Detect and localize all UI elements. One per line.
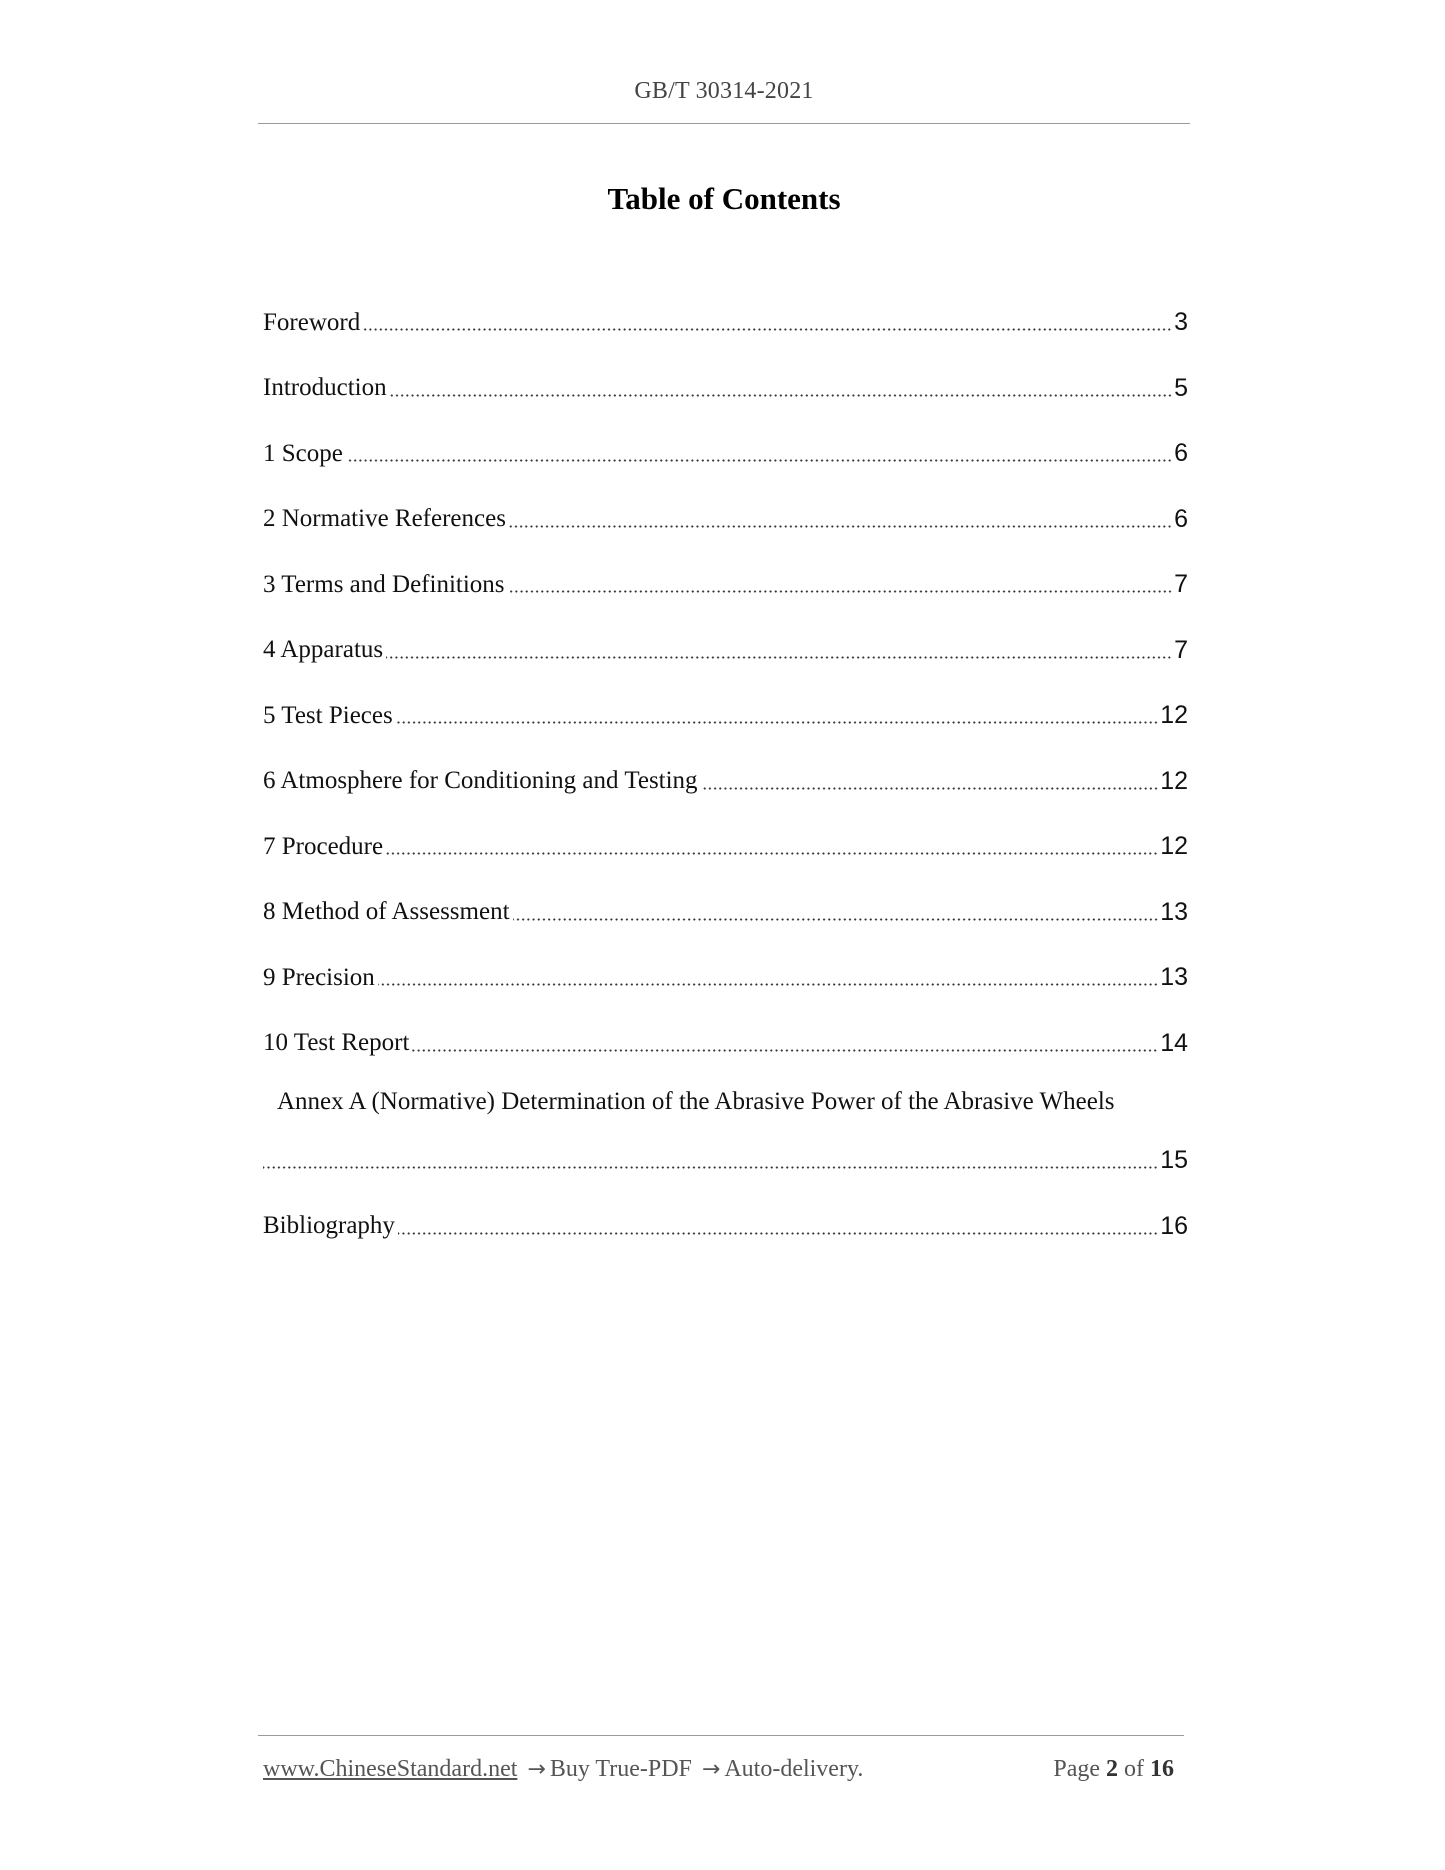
page-word: Page (1053, 1756, 1100, 1782)
page-number (1053, 1756, 1180, 1783)
toc-entry-label: Bibliography (263, 1212, 395, 1240)
toc-entry-label: 5 Test Pieces (263, 701, 393, 729)
footer-step-delivery: Auto-delivery. (724, 1756, 864, 1782)
dot-leader (412, 1049, 1158, 1052)
toc-entry-label: 8 Method of Assessment (263, 898, 510, 926)
of-word: of (1124, 1756, 1144, 1782)
dot-leader (701, 787, 1159, 790)
dot-leader (386, 852, 1158, 855)
toc-entry-page: 6 (1174, 504, 1188, 533)
toc-entry-page: 14 (1160, 1028, 1188, 1057)
dot-leader (386, 656, 1172, 659)
toc-entry-page: 13 (1160, 897, 1188, 926)
dot-leader (363, 328, 1172, 331)
toc-entry-method-of-assessment[interactable] (263, 880, 1188, 946)
toc-entry-page: 16 (1160, 1211, 1188, 1240)
dot-leader (509, 525, 1172, 528)
toc-entry-label: Foreword (263, 308, 361, 336)
toc-entry-label: 4 Apparatus (263, 636, 384, 664)
toc-entry-terms-and-definitions[interactable] (263, 552, 1188, 618)
dot-leader (378, 983, 1158, 986)
dot-leader (513, 918, 1159, 921)
toc-entry-page: 6 (1174, 439, 1188, 468)
toc-entry-label: 3 Terms and Definitions (263, 570, 505, 598)
toc-entry-apparatus[interactable] (263, 618, 1188, 684)
toc-entry-page: 3 (1174, 308, 1188, 337)
toc-entry-page: 13 (1160, 963, 1188, 992)
toc-entry-foreword[interactable] (263, 290, 1188, 356)
toc-entry-page: 5 (1174, 373, 1188, 402)
dot-leader (346, 459, 1172, 462)
footer-step-buy: Buy True-PDF (549, 1756, 692, 1782)
toc-entry-annex-a[interactable] (263, 1076, 1188, 1128)
arrow-right-icon: → (701, 1757, 721, 1782)
toc-entry-page: 15 (1160, 1146, 1188, 1175)
toc-entry-page: 12 (1160, 766, 1188, 795)
footer-divider (258, 1735, 1184, 1736)
footer-promo (263, 1756, 863, 1783)
toc-entry-annex-a-leader-line[interactable] (263, 1128, 1188, 1194)
toc-entry-label: 2 Normative References (263, 505, 506, 533)
page-current: 2 (1106, 1756, 1118, 1782)
dot-leader (398, 1232, 1158, 1235)
toc-entry-label: 9 Precision (263, 963, 375, 991)
toc-entry-label: 10 Test Report (263, 1029, 410, 1057)
toc-entry-procedure[interactable] (263, 814, 1188, 880)
toc-entry-test-pieces[interactable] (263, 683, 1188, 749)
toc-entry-bibliography[interactable] (263, 1194, 1188, 1260)
toc-entry-page: 12 (1160, 832, 1188, 861)
toc-entry-normative-references[interactable] (263, 487, 1188, 553)
toc-entry-label: 6 Atmosphere for Conditioning and Testing (263, 767, 698, 795)
toc-entry-page: 7 (1174, 570, 1188, 599)
toc-entry-page: 12 (1160, 701, 1188, 730)
page-total: 16 (1150, 1756, 1174, 1782)
toc-entry-page: 7 (1174, 635, 1188, 664)
toc-entry-test-report[interactable] (263, 1011, 1188, 1077)
site-link[interactable]: www.ChineseStandard.net (263, 1756, 518, 1782)
running-header: GB/T 30314-2021 (634, 78, 814, 104)
table-of-contents (263, 290, 1188, 1259)
toc-entry-introduction[interactable] (263, 356, 1188, 422)
toc-entry-label: Annex A (Normative) Determination of the Abrasive Power of the Abrasive Wheels (277, 1088, 1115, 1115)
toc-entry-label: 1 Scope (263, 439, 343, 467)
dot-leader (396, 721, 1158, 724)
dot-leader (263, 1166, 1158, 1169)
toc-entry-label: Introduction (263, 374, 387, 402)
dot-leader (508, 590, 1173, 593)
header-divider (258, 123, 1190, 124)
dot-leader (390, 394, 1173, 397)
page-title: Table of Contents (607, 181, 841, 216)
toc-entry-atmosphere[interactable] (263, 749, 1188, 815)
toc-entry-scope[interactable] (263, 421, 1188, 487)
arrow-right-icon: → (527, 1757, 546, 1782)
toc-entry-label: 7 Procedure (263, 832, 384, 860)
toc-entry-precision[interactable] (263, 945, 1188, 1011)
